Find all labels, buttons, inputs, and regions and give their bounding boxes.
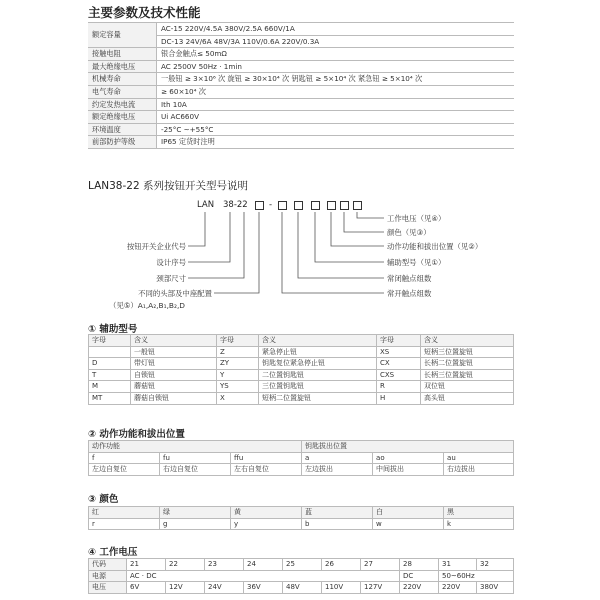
right-label: 常开触点组数: [387, 289, 432, 298]
model-code-dash: -: [269, 200, 273, 210]
cell: 24V: [205, 582, 244, 594]
cell: 自锁钮: [131, 369, 217, 381]
connector-line: [282, 212, 384, 293]
cell: 长柄三位置旋钮: [421, 369, 514, 381]
cell: 右边自复位: [160, 464, 231, 476]
cell: 一般钮: [131, 346, 217, 358]
cell: w: [373, 518, 444, 530]
spec-key: 额定绝缘电压: [88, 111, 157, 124]
right-label: 辅助型号（见①）: [387, 258, 446, 267]
cell: H: [377, 392, 421, 404]
row-label: 电源: [89, 570, 127, 582]
spec-value: Ui AC660V: [157, 111, 515, 124]
action-table: [88, 440, 514, 476]
model-title: LAN38-22 系列按钮开关型号说明: [88, 180, 248, 192]
table-row: [89, 518, 514, 530]
table-row: [89, 582, 514, 594]
cell: CXS: [377, 369, 421, 381]
aux-title: ① 辅助型号: [88, 324, 138, 335]
spec-value-line: DC-13 24V/6A 48V/3A 110V/0.6A 220V/0.3A: [161, 36, 320, 46]
cell: 32: [477, 559, 514, 571]
voltage-title: ④ 工作电压: [88, 547, 138, 558]
cell: 220V: [400, 582, 439, 594]
cell: [89, 346, 131, 358]
cell: X: [217, 392, 259, 404]
cell: g: [160, 518, 231, 530]
row-label: 代码: [89, 559, 127, 571]
cell: 二位置钥匙钮: [259, 369, 377, 381]
cell: 双位钮: [421, 381, 514, 393]
connector-line: [298, 212, 384, 278]
aux-header-row: [89, 335, 514, 347]
connector-line: [344, 212, 384, 232]
group-header: 动作功能: [89, 441, 302, 453]
cell: ffu: [231, 452, 302, 464]
connector-line: [315, 212, 384, 262]
right-label: 颜色（见③）: [387, 228, 431, 237]
model-code-prefix: LAN: [197, 200, 215, 210]
action-group-row: [89, 441, 514, 453]
column-header: 字母: [89, 335, 131, 347]
cell: 左右自复位: [231, 464, 302, 476]
connector-line: [357, 212, 384, 218]
cell: 紧急停止钮: [259, 346, 377, 358]
spec-key: 约定发热电流: [88, 98, 157, 111]
spec-value: ≥ 60×10⁴ 次: [157, 85, 515, 98]
spec-key: 电气寿命: [88, 85, 157, 98]
column-header: 含义: [421, 335, 514, 347]
table-row: [89, 392, 514, 404]
cell: R: [377, 381, 421, 393]
cell: AC · DC: [127, 570, 400, 582]
cell: fu: [160, 452, 231, 464]
cell: 右边拔出: [444, 464, 514, 476]
table-row: [89, 559, 514, 571]
cell: 白: [373, 507, 444, 519]
cell: au: [444, 452, 514, 464]
spec-value-line: AC-15 220V/4.5A 380V/2.5A 660V/1A: [157, 23, 514, 36]
column-header: 字母: [217, 335, 259, 347]
table-row: [89, 369, 514, 381]
cell: D: [89, 358, 131, 370]
table-row: [89, 570, 514, 582]
cell: 31: [439, 559, 477, 571]
cell: ZY: [217, 358, 259, 370]
cell: 钥匙复位紧急停止钮: [259, 358, 377, 370]
table-row: [89, 381, 514, 393]
cell: 36V: [244, 582, 283, 594]
spec-value: IP65 定货时注明: [157, 136, 515, 149]
cell: 中间拔出: [373, 464, 444, 476]
connector-line: [331, 212, 384, 246]
connector-line: [188, 212, 230, 262]
spec-key: 前部防护等级: [88, 136, 157, 149]
cell: y: [231, 518, 302, 530]
right-label: 常闭触点组数: [387, 274, 432, 283]
cell: 长柄二位置旋钮: [421, 358, 514, 370]
color-title: ③ 颜色: [88, 494, 119, 505]
table-row: [89, 358, 514, 370]
cell: 110V: [322, 582, 361, 594]
column-header: 含义: [259, 335, 377, 347]
action-title: ② 动作功能和拔出位置: [88, 429, 185, 440]
table-row: [89, 464, 514, 476]
cell: Y: [217, 369, 259, 381]
color-table: [88, 506, 514, 530]
right-label: 动作功能和拔出位置（见②）: [387, 242, 483, 251]
cell: T: [89, 369, 131, 381]
cell: 127V: [361, 582, 400, 594]
cell: 蓝: [302, 507, 373, 519]
cell: f: [89, 452, 160, 464]
cell: 三位置钥匙钮: [259, 381, 377, 393]
cell: 高头钮: [421, 392, 514, 404]
cell: 21: [127, 559, 166, 571]
cell: 24: [244, 559, 283, 571]
cell: 380V: [477, 582, 514, 594]
cell: 左边自复位: [89, 464, 160, 476]
cell: 28: [400, 559, 439, 571]
cell: 黑: [444, 507, 514, 519]
cell: 12V: [166, 582, 205, 594]
cell: 26: [322, 559, 361, 571]
cell: 23: [205, 559, 244, 571]
table-row: [89, 452, 514, 464]
cell: 6V: [127, 582, 166, 594]
cell: 带灯钮: [131, 358, 217, 370]
left-label: 按钮开关企业代号: [126, 242, 186, 251]
spec-value: Ith 10A: [157, 98, 515, 111]
connector-line: [188, 212, 244, 278]
spec-value: 一般钮 ≥ 3×10⁶ 次 旋钮 ≥ 30×10⁴ 次 钥匙钮 ≥ 5×10⁴ 次 紧急钮 ≥ 5×10⁴ 次: [157, 73, 515, 86]
cell: r: [89, 518, 160, 530]
column-header: 含义: [131, 335, 217, 347]
cell: b: [302, 518, 373, 530]
left-label: 设计序号: [156, 258, 186, 267]
cell: 左边拔出: [302, 464, 373, 476]
cell: YS: [217, 381, 259, 393]
cell: M: [89, 381, 131, 393]
cell: DC: [400, 570, 439, 582]
spec-heading: 主要参数及技术性能: [88, 5, 201, 20]
spec-key: 额定容量: [88, 23, 157, 48]
left-label: （见⑤）A₁,A₂,B₁,B₂,D: [109, 301, 185, 310]
table-row: [89, 346, 514, 358]
connector-line: [188, 212, 205, 246]
cell: MT: [89, 392, 131, 404]
spec-value: AC 2500V 50Hz · 1min: [157, 60, 515, 73]
cell: 绿: [160, 507, 231, 519]
cell: 220V: [439, 582, 477, 594]
cell: 27: [361, 559, 400, 571]
cell: 50~60Hz: [439, 570, 514, 582]
spec-key: 最大绝缘电压: [88, 60, 157, 73]
cell: Z: [217, 346, 259, 358]
cell: CX: [377, 358, 421, 370]
aux-table: [88, 334, 514, 405]
table-row: [89, 507, 514, 519]
cell: 48V: [283, 582, 322, 594]
spec-key: 机械寿命: [88, 73, 157, 86]
cell: 25: [283, 559, 322, 571]
cell: 蘑菇自锁钮: [131, 392, 217, 404]
row-label: 电压: [89, 582, 127, 594]
spec-key: 接触电阻: [88, 48, 157, 61]
cell: k: [444, 518, 514, 530]
left-label: 颈部尺寸: [156, 274, 186, 283]
right-label: 工作电压（见④）: [387, 214, 446, 223]
cell: 红: [89, 507, 160, 519]
model-code-series: 38-22: [223, 200, 248, 210]
group-header: 钥匙拔出位置: [302, 441, 514, 453]
cell: a: [302, 452, 373, 464]
voltage-table: [88, 558, 514, 594]
cell: 短柄二位置旋钮: [259, 392, 377, 404]
spec-value: 银合金触点≤ 50mΩ: [157, 48, 515, 61]
left-label: 不同的头部及中座配置: [138, 289, 212, 298]
cell: 短柄三位置旋钮: [421, 346, 514, 358]
cell: 蘑菇钮: [131, 381, 217, 393]
cell: 黄: [231, 507, 302, 519]
connector-line: [214, 212, 259, 293]
cell: ao: [373, 452, 444, 464]
cell: XS: [377, 346, 421, 358]
spec-key: 环境温度: [88, 123, 157, 136]
cell: 22: [166, 559, 205, 571]
spec-value: -25°C ~+55°C: [157, 123, 515, 136]
column-header: 字母: [377, 335, 421, 347]
